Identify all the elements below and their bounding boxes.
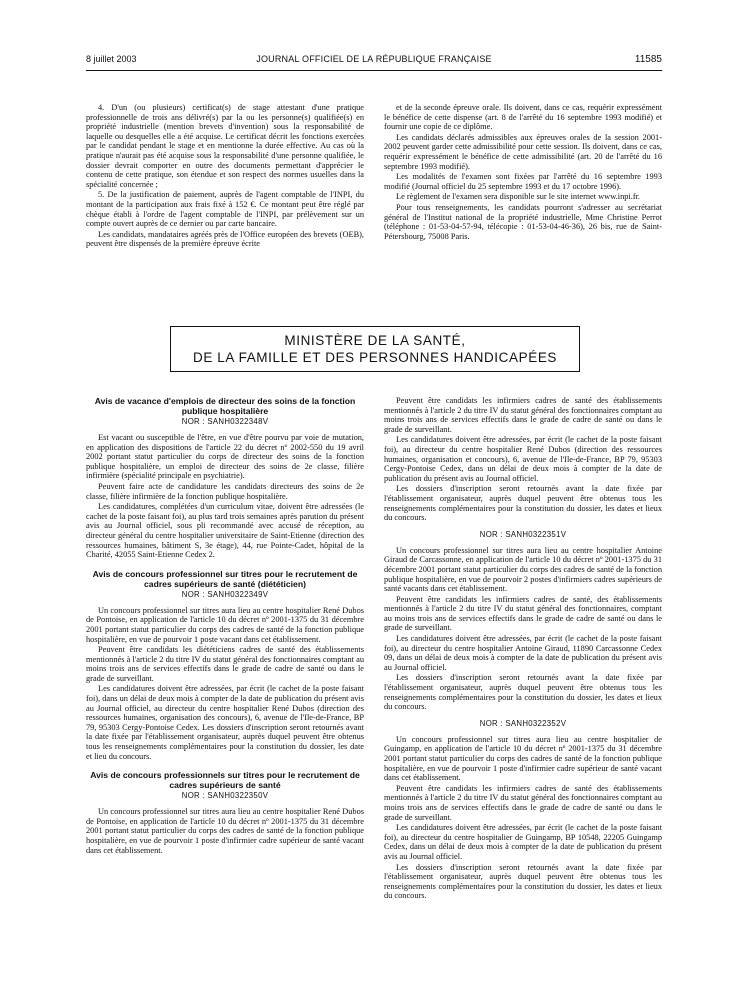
nor-reference: NOR : SANH0322351V xyxy=(479,529,567,539)
paragraph: Les modalités de l'examen sont fixées par l'arrêté du 16 septembre 1993 modifié (Journal officiel du 25 septembre 1993 et du 17 octobre 1996). xyxy=(384,172,662,191)
notice-title: Avis de vacance d'emplois de directeur des soins de la fonction publique hospitalière xyxy=(94,396,356,416)
paragraph: Le règlement de l'examen sera disponible sur le site internet www.inpi.fr. xyxy=(396,192,641,202)
paragraph: Peuvent faire acte de candidature les candidats directeurs des soins de 2e classe, filière infirmière de la fonction publique hospitalière. xyxy=(86,481,364,501)
nor-reference: NOR : SANH0322348V xyxy=(181,417,269,426)
paragraph: Les dossiers d'inscription seront retournés avant la date fixée par l'établissement organisateur, auprès duquel peuvent être obtenus tous les renseignements complémentaires pour la constitution du dossier, les dates et lieux du concours. xyxy=(384,862,662,901)
paragraph: Un concours professionnel sur titres aura lieu au centre hospitalier Antoine Giraud de Carcassonne, en application de l'article 10 du décret nº 2001-1375 du 31 décembre 2001 portant statut particulier du corps des cadres de santé de la fonction publique hospitalière, en vue de pourvoir 2 postes d'infirmiers cadres supérieurs de santé vacants dans cet établissement. xyxy=(384,545,662,594)
bottom-left-column xyxy=(86,396,364,855)
nor-reference: NOR : SANH0322352V xyxy=(479,718,567,728)
paragraph: Les candidatures doivent être adressées, par écrit (le cachet de la poste faisant foi), au directeur du centre hospitalier René Dubos (direction des ressources humaines, organisation et concours), 6, avenue de l'Ile-de-France, BP 79, 95303 Cergy-Pontoise Cedex, dans un délai de deux mois à compter de la date de publication du présent avis au Journal officiel. xyxy=(384,435,662,483)
paragraph: Pour tous renseignements, les candidats pourront s'adresser au secrétariat général de l'Institut national de la propriété industrielle, Mme Christine Perrot (téléphone : 01-53-04-57-94, télécopie : 01-53-04-46-36), 26 bis, rue de Saint-Pétersbourg, 75008 Paris. xyxy=(384,202,662,241)
paragraph: Les candidatures doivent être adressées, par écrit (le cachet de la poste faisant foi), au directeur du centre hospitalier de Guingamp, BP 10548, 22205 Guingamp Cedex, dans un délai de deux mois à compter de la date de publication du présent avis au Journal officiel. xyxy=(384,823,662,861)
paragraph: et de la seconde épreuve orale. Ils doivent, dans ce cas, requérir expressément le bénéfice de cette dispense (art. 8 de l'arrêté du 16 septembre 1993 modifié) et fournir une copie de ce diplôme. xyxy=(384,103,662,132)
paragraph: 4. D'un (ou plusieurs) certificat(s) de stage attestant d'une pratique professionnelle de trois ans délivré(s) par la ou les personne(s) qualifiée(s) en propriété industrielle (mention brevets d'invention) sous la responsabilité de laquelle ou desquelles elle a été acquise. Le certificat décrit les fonctions exercées par le candidat pendant le stage et en mentionne la durée effective. Au cas où la pratique n'aurait pas été acquise sous la responsabilité d'une personne qualifiée, le dossier devrait comporter en outre des documents permettant d'apprécier le contenu de cette pratique, son étendue et son respect des normes usuelles dans la spécialité concernée ; xyxy=(86,103,364,189)
paragraph: Les candidats, mandataires agréés près de l'Office européen des brevets (OEB), peuvent être dispensés de la première épreuve écrite xyxy=(86,229,364,249)
bottom-right-column xyxy=(384,396,662,901)
notice-title: Avis de concours professionnels sur titres pour le recrutement de cadres supérieurs de santé xyxy=(90,770,360,791)
header-rule xyxy=(86,70,662,71)
paragraph: Les candidatures doivent être adressées, par écrit (le cachet de la poste faisant foi), dans un délai de deux mois à compter de la date de publication du présent avis au Journal officiel, au directeur du centre hospitalier René Dubos (direction des ressources humaines, organisation des concours), 6, avenue de l'Ile-de-France, BP 79, 95303 Cergy-Pontoise Cedex. Les dossiers d'inscription seront retournés avant la date fixée par l'établissement organisateur, auprès duquel peuvent être obtenus tous les renseignements complémentaires pour la constitution du dossier, les date et lieu du concours. xyxy=(86,684,364,761)
nor-reference: NOR : SANH0322349V xyxy=(181,589,269,599)
paragraph: Les dossiers d'inscription seront retournés avant la date fixée par l'établissement organisateur, auprès duquel peuvent être obtenus tous les renseignements complémentaires pour la constitution du dossier, les dates et lieux du concours. xyxy=(384,484,662,523)
top-right-column xyxy=(384,103,662,241)
ministry-line-2: DE LA FAMILLE ET DES PERSONNES HANDICAPÉES xyxy=(192,350,558,365)
top-left-column xyxy=(86,103,364,249)
paragraph: Peuvent être candidats les infirmiers cadres de santé des établissements mentionnés à l'article 2 du titre IV du statut général des fonctionnaires comptant au moins trois ans de services effectifs dans le grade de cadre de santé ou dans le grade de surveillant. xyxy=(384,783,662,822)
ministry-line-1: MINISTÈRE DE LA SANTÉ, xyxy=(284,333,466,348)
paragraph: Les candidatures, complétées d'un curriculum vitae, doivent être adressées (le cachet de la poste faisant foi), au plus tard trois semaines après parution du présent avis au Journal officiel, sous pli recommandé avec accusé de réception, au directeur général du centre hospitalier universitaire de Saint-Etienne (direction des ressources humaines, bâtiment S, 3e étage), 44, rue Pointe-Cadet, hôpital de la Charité, 42055 Saint-Etienne Cedex 2. xyxy=(86,502,364,560)
paragraph: Peuvent être candidats les infirmiers cadres de santé, des établissements mentionnés à l'article 2 du titre IV du statut général des fonctionnaires, comptant au moins trois ans de services effectifs dans le grade de cadre de santé ou dans le grade de surveillant. xyxy=(384,594,662,633)
ministry-banner xyxy=(170,326,580,372)
paragraph: Un concours professionnel sur titres aura lieu au centre hospitalier René Dubos de Pontoise, en application de l'article 10 du décret nº 2001-1375 du 31 décembre 2001 portant statut particulier du corps des cadres de santé de la fonction publique hospitalière, en vue de pourvoir 1 poste d'infirmier cadre supérieur de santé vacant dans cet établissement. xyxy=(86,807,364,855)
header-journal-title: JOURNAL OFFICIEL DE LA RÉPUBLIQUE FRANÇAISE xyxy=(256,54,492,64)
paragraph: Peuvent être candidats les diététiciens cadres de santé des établissements mentionnés à l'article 2 du titre IV du statut général des fonctionnaires comptant au moins trois ans de services effectifs dans le grade de cadre de santé ou dans le grade de surveillant. xyxy=(86,645,364,683)
header-page-number: 11585 xyxy=(634,54,662,65)
notice-title: Avis de concours professionnel sur titres pour le recrutement de cadres supérieurs de santé (diététicien) xyxy=(92,568,358,589)
paragraph: Peuvent être candidats les infirmiers cadres de santé des établissements mentionnés à l'article 2 du titre IV du statut général des fonctionnaires comptant au moins trois ans de services effectifs dans le grade de cadre de santé ou dans le grade de surveillant. xyxy=(384,396,662,434)
paragraph: 5. De la justification de paiement, auprès de l'agent comptable de l'INPI, du montant de la participation aux frais fixé à 152 €. Ce montant peut être réglé par chèque établi à l'ordre de l'agent comptable de l'INPI, par prélèvement sur un compte ouvert auprès de ce dernier ou par carte bancaire. xyxy=(86,190,364,229)
paragraph: Les candidatures doivent être adressées, par écrit (le cachet de la poste faisant foi), au directeur du centre hospitalier Antoine Giraud, 11890 Carcassonne Cedex 09, dans un délai de deux mois à compter de la date de publication du présent avis au Journal officiel. xyxy=(384,634,662,672)
paragraph: Les candidats déclarés admissibles aux épreuves orales de la session 2001-2002 peuvent garder cette admissibilité pour cette session. Ils doivent, dans ce cas, requérir expressément le bénéfice de cette admissibilité (art. 20 de l'arrêté du 16 septembre 1993 modifié). xyxy=(384,132,662,171)
running-header xyxy=(86,54,662,68)
paragraph: Les dossiers d'inscription seront retournés avant la date fixée par l'établissement organisateur, auprès duquel peuvent être obtenus tous les renseignements complémentaires pour la constitution du dossier, les dates et lieux du concours. xyxy=(384,673,662,712)
paragraph: Est vacant ou susceptible de l'être, en vue d'être pourvu par voie de mutation, en application des dispositions de l'article 22 du décret nº 2002-550 du 19 avril 2002 portant statut particulier du corps de directeur des soins de la fonction publique hospitalière, un emploi de directeur des soins de 2e classe, filière infirmière (spécialité principale en psychiatrie). xyxy=(86,433,364,481)
header-date: 8 juillet 2003 xyxy=(86,54,137,64)
nor-reference: NOR : SANH0322350V xyxy=(181,791,269,801)
paragraph: Un concours professionnel sur titres aura lieu au centre hospitalier de Guingamp, en application de l'article 10 du décret nº 2001-1375 du 31 décembre 2001 portant statut particulier du corps des cadres de santé de la fonction publique hospitalière, en vue de pourvoir 1 poste d'infirmier cadre supérieur de santé vacant dans cet établissement. xyxy=(384,734,662,783)
paragraph: Un concours professionnel sur titres aura lieu au centre hospitalier René Dubos de Pontoise, en application de l'article 10 du décret nº 2001-1375 du 31 décembre 2001 portant statut particulier du corps des cadres de santé de la fonction publique hospitalière, en vue de pourvoir 1 poste vacant dans cet établissement. xyxy=(86,605,364,644)
